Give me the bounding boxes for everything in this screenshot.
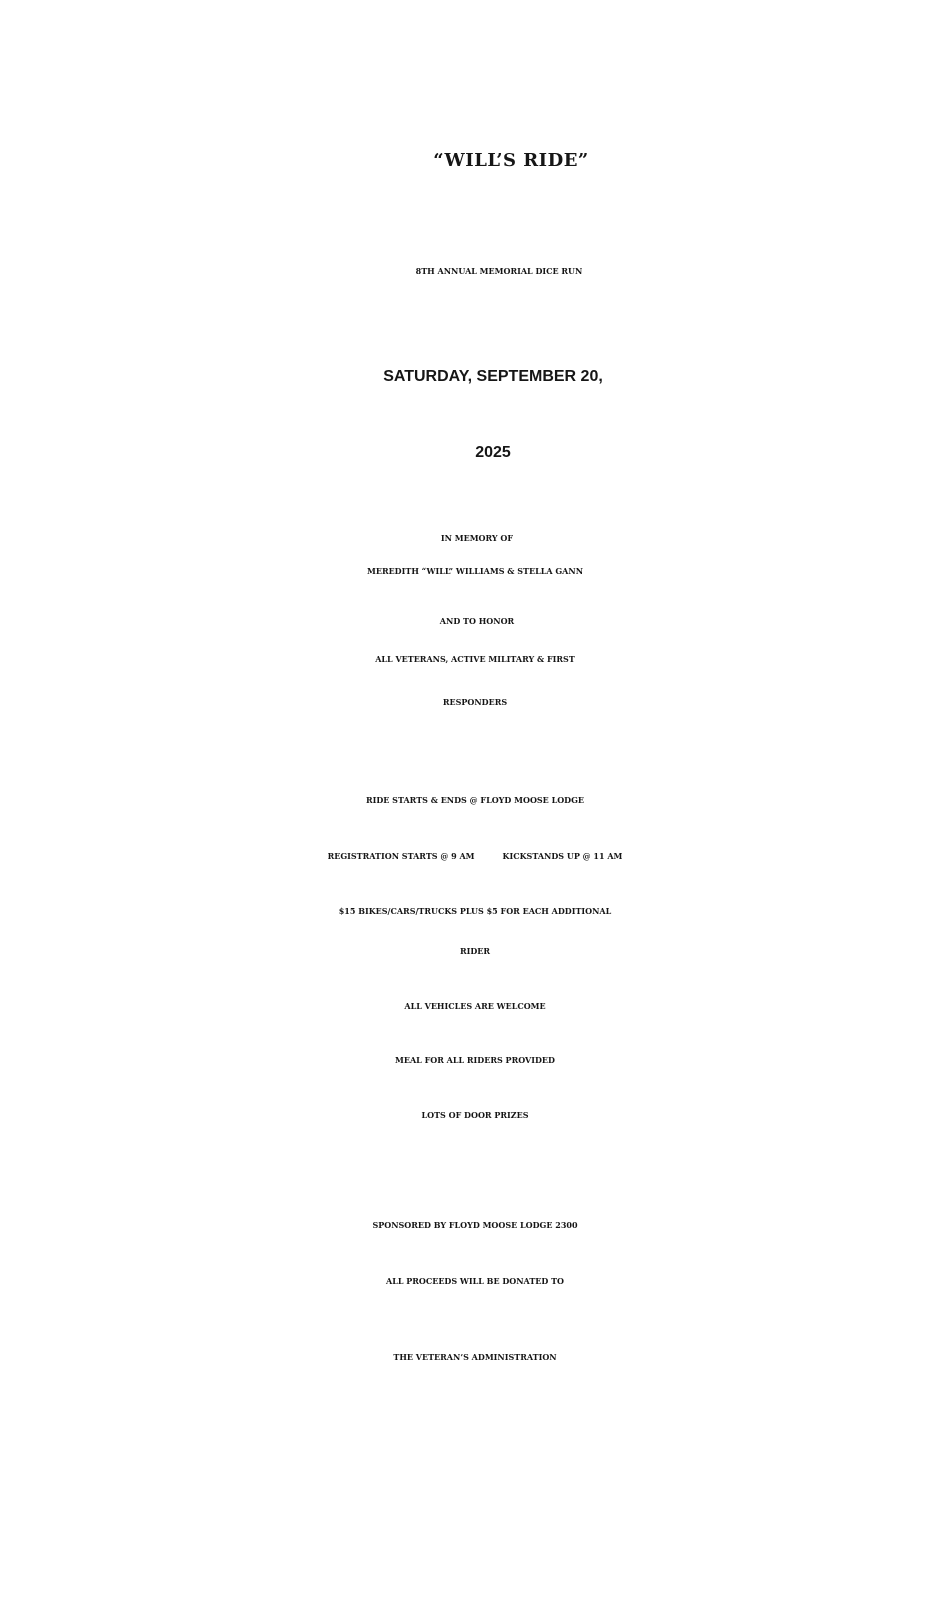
- honor-line-2: RESPONDERS: [442, 697, 508, 707]
- memory-label: IN MEMORY OF: [440, 533, 514, 543]
- meal-provided: MEAL FOR ALL RIDERS PROVIDED: [395, 1055, 555, 1065]
- ride-location: RIDE STARTS & ENDS @ FLOYD MOOSE LODGE: [365, 795, 585, 805]
- event-date-line-2: 2025: [475, 444, 511, 461]
- honor-label: AND TO HONOR: [439, 616, 515, 626]
- registration-time: REGISTRATION STARTS @ 9 AM: [327, 851, 475, 861]
- schedule-line: [2, 851, 946, 861]
- door-prizes: LOTS OF DOOR PRIZES: [421, 1110, 529, 1120]
- price-line-2: RIDER: [459, 946, 491, 956]
- memory-names: MEREDITH “WILL” WILLIAMS & STELLA GANN: [366, 566, 584, 576]
- sponsor-line: SPONSORED BY FLOYD MOOSE LODGE 2300: [372, 1220, 578, 1230]
- event-subtitle: 8TH ANNUAL MEMORIAL DICE RUN: [415, 266, 583, 276]
- vehicles-welcome: ALL VEHICLES ARE WELCOME: [404, 1001, 546, 1011]
- event-title: “WILL’S RIDE”: [433, 150, 589, 171]
- kickstands-time: KICKSTANDS UP @ 11 AM: [502, 851, 623, 861]
- proceeds-line-2: THE VETERAN’S ADMINISTRATION: [393, 1352, 557, 1362]
- event-date-line-1: SATURDAY, SEPTEMBER 20,: [383, 368, 603, 385]
- honor-line-1: ALL VETERANS, ACTIVE MILITARY & FIRST: [375, 654, 575, 664]
- proceeds-line-1: ALL PROCEEDS WILL BE DONATED TO: [385, 1276, 565, 1286]
- price-line-1: $15 BIKES/CARS/TRUCKS PLUS $5 FOR EACH ADDITIONAL: [338, 906, 612, 916]
